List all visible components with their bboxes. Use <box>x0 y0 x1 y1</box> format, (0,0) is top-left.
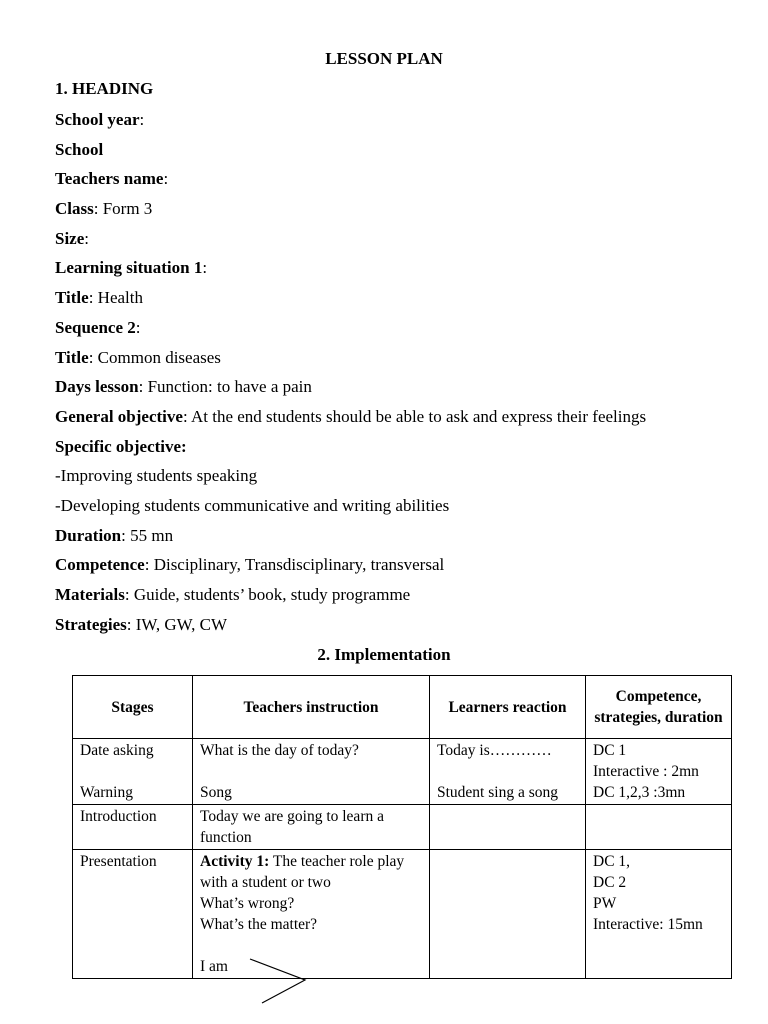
cell-line: Presentation <box>80 853 157 870</box>
field-line <box>55 287 755 317</box>
field-line <box>55 406 755 436</box>
cell-teachers-instruction <box>193 805 430 850</box>
field-line <box>55 525 755 555</box>
field-label: Days lesson <box>55 377 139 397</box>
field-line <box>55 317 755 347</box>
field-separator: : <box>138 377 144 397</box>
cell-line: Interactive: 15mn <box>593 916 703 933</box>
cell-line: Today is………… <box>437 742 552 759</box>
field-label: Class <box>55 199 94 219</box>
field-label: School year <box>55 110 140 129</box>
field-label: Competence <box>55 555 145 575</box>
field-value: 55 mn <box>125 525 174 545</box>
field-line <box>55 168 755 198</box>
field-value: Disciplinary, Transdisciplinary, transversal <box>149 555 445 575</box>
cell-line <box>200 761 422 782</box>
field-label: Sequence 2 <box>55 317 136 337</box>
cell-line <box>200 872 422 893</box>
cell-line: DC 1,2,3 :3mn <box>593 784 686 801</box>
field-separator: : <box>182 406 188 426</box>
cell-line: Introduction <box>80 808 157 825</box>
field-value: -Improving students speaking <box>55 466 258 486</box>
field-separator: : <box>124 585 130 604</box>
cell-text: What is the day of today? <box>200 742 359 759</box>
cell-learners-reaction <box>430 805 586 850</box>
cell-text: function <box>200 829 252 846</box>
cell-learners-reaction <box>430 850 586 979</box>
field-label: Learning situation 1 <box>55 258 203 278</box>
field-value: Guide, students’ book, study programme <box>129 585 411 604</box>
field-line <box>55 228 755 258</box>
field-value: At the end students should be able to ask and express their feelings <box>187 406 647 426</box>
lesson-table <box>72 675 732 979</box>
cell-text: What’s the matter? <box>200 916 318 933</box>
cell-line <box>80 761 185 782</box>
cell-teachers-instruction <box>193 739 430 805</box>
cell-stages <box>73 805 193 850</box>
header-teachers-instruction: Teachers instruction <box>193 676 430 739</box>
activity-label: Activity 1: <box>200 853 270 870</box>
cell-line: Date asking <box>80 742 154 759</box>
cell-text: The teacher role play <box>269 853 405 870</box>
field-separator: : <box>121 525 126 545</box>
implementation-title: 2. Implementation <box>317 645 451 664</box>
field-label: Title <box>55 347 89 367</box>
field-label: General objective <box>55 406 183 426</box>
header-learners-reaction: Learners reaction <box>430 676 586 739</box>
field-separator: : <box>88 288 94 308</box>
field-value: Form 3 <box>98 199 153 219</box>
cell-stages <box>73 850 193 979</box>
field-line <box>55 109 755 139</box>
cell-line <box>200 740 422 761</box>
cell-line: DC 2 <box>593 874 627 891</box>
field-line <box>55 554 755 584</box>
field-value: Health <box>93 288 143 308</box>
cell-line <box>437 806 578 827</box>
field-label: Strategies <box>55 614 127 634</box>
cell-text: I am <box>200 958 228 975</box>
heading-fields <box>55 109 755 643</box>
field-separator: : <box>88 347 94 367</box>
field-line <box>55 584 755 614</box>
cell-text: Song <box>200 784 232 801</box>
field-label: Specific objective: <box>55 436 187 456</box>
header-stages: Stages <box>73 676 193 739</box>
field-separator: : <box>163 169 169 189</box>
table-row <box>73 850 732 979</box>
field-line <box>55 614 755 644</box>
cell-line: Warning <box>80 784 133 801</box>
field-value: Common diseases <box>93 347 221 367</box>
field-separator: : <box>135 317 141 337</box>
cell-line: PW <box>593 895 617 912</box>
cell-competence <box>586 739 732 805</box>
table-header-row <box>73 676 732 739</box>
cell-line: DC 1, <box>593 853 631 870</box>
field-line <box>55 436 755 466</box>
field-line <box>55 465 755 495</box>
field-label: Materials <box>55 585 125 604</box>
field-line <box>55 347 755 377</box>
field-label: Title <box>55 288 89 308</box>
field-separator: : <box>202 258 208 278</box>
cell-learners-reaction <box>430 739 586 805</box>
cell-text: with a student or two <box>200 874 331 891</box>
cell-line <box>437 851 578 872</box>
cell-text: What’s wrong? <box>200 895 295 912</box>
cell-line <box>200 782 422 803</box>
cell-line: Student sing a song <box>437 784 558 801</box>
field-value: Function: to have a pain <box>143 377 312 397</box>
cell-line <box>200 827 422 848</box>
field-line <box>55 257 755 287</box>
cell-line <box>200 914 422 935</box>
cell-line <box>200 851 422 872</box>
page-title: LESSON PLAN <box>325 49 443 68</box>
field-label: Size <box>55 228 85 248</box>
cell-stages <box>73 739 193 805</box>
field-value: -Developing students communicative and writing abilities <box>55 495 450 515</box>
field-separator: : <box>139 110 145 129</box>
field-label: Duration <box>55 525 122 545</box>
cell-competence <box>586 850 732 979</box>
field-separator: : <box>84 228 90 248</box>
field-label: Teachers name <box>55 169 164 189</box>
table-row <box>73 739 732 805</box>
cell-line <box>200 806 422 827</box>
cell-text: Today we are going to learn a <box>200 808 384 825</box>
table-row <box>73 805 732 850</box>
cell-line <box>200 935 422 956</box>
field-value: IW, GW, CW <box>131 614 228 634</box>
field-separator: : <box>144 555 150 575</box>
field-separator: : <box>93 199 99 219</box>
field-line <box>55 139 755 169</box>
field-line <box>55 198 755 228</box>
cell-competence <box>586 805 732 850</box>
field-line <box>55 495 755 525</box>
section-heading: 1. HEADING <box>55 79 154 98</box>
header-competence: Competence, strategies, duration <box>586 676 732 739</box>
cell-line: DC 1 <box>593 742 627 759</box>
field-label: School <box>55 139 104 159</box>
cell-line: Interactive : 2mn <box>593 763 699 780</box>
cell-line <box>437 761 578 782</box>
handwritten-bracket-mark <box>245 955 315 1010</box>
field-separator: : <box>126 614 132 634</box>
cell-line <box>200 893 422 914</box>
field-line <box>55 376 755 406</box>
cell-line <box>593 806 724 827</box>
